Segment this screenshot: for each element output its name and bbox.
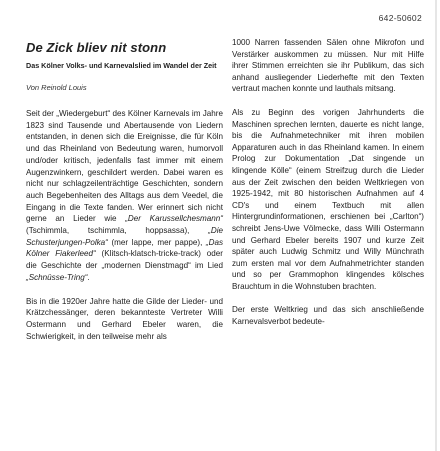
song-title-schusterjungen-polka: „Die Schusterjungen-Polka“	[26, 226, 223, 247]
text-run: .	[87, 272, 90, 282]
left-column	[26, 40, 223, 354]
paragraph-saele: 1000 Narren fassenden Sälen ohne Mikrofon und Verstärker auskommen zu müssen. Nur mit Hilfe ihrer Stimmen erreichten sie ihr Publikum, das sich anhand ausliegender Liederhefte mit den Texten vertraut machen konnte und lauthals mitsang.	[232, 38, 424, 94]
song-title-schnuesse-tring: „Schnüsse-Tring“	[26, 272, 88, 282]
right-column	[232, 37, 424, 340]
text-run: Seit der „Wiedergeburt“ des Kölner Karnevals im Jahre 1823 sind Tausende und Abertausende von Liedern entstanden, in denen sich die Ereignisse, die für Köln und das Rheinland von Bedeutung waren, humorvoll und/oder kritisch, jedenfalls fast immer mit einem Augenzwinkern, geschildert werden. Dabei waren es nicht nur schlagzeilenträchtige Geschichten, sondern auch Begebenheiten des Alltags aus dem Veedel, die Eingang in die Texte fanden. Wer erinnert sich nicht gerne an Lieder wie	[26, 109, 223, 224]
article-subtitle: Das Kölner Volks- und Karnevalslied im Wandel der Zeit	[26, 61, 217, 70]
article-author: Von Reinold Louis	[26, 83, 87, 92]
paragraph-intro	[26, 108, 223, 284]
text-run: (Tschimmla, tschimmla, hoppsassa),	[26, 226, 209, 236]
text-run: (Klitsch-klatsch-tricke-track) oder die Geschichte der „modernen Dienstmagd“ im Lied	[26, 249, 223, 271]
page-edge-divider	[435, 0, 437, 451]
catalog-number: 642-50602	[378, 13, 422, 23]
paragraph-maschinen: Als zu Beginn des vorigen Jahrhunderts die Maschinen sprechen lernten, dauerte es nicht lange, bis die Aufnahmetechniker mit ihren mobilen Apparaturen auch in das Rheinland kamen. In einem Prolog zur Dokumentation „Dat singende un klingende Kölle“ (einem Streifzug durch die Lieder aus der Zeit zwischen den beiden Weltkriegen von 1925-1942, mit 80 historischen Aufnahmen auf 4 CD's und einem Textbuch mit allen Hintergrundinformationen, erschienen bei „Carlton“) schreibt Jens-Uwe Völmecke, dass Willi Ostermann und Gerhard Ebeler bereits 1907 und kurze Zeit später auch Ludwig Schmitz und Willy Münchrath zum ersten mal vor dem Aufnahmetrichter standen und so per Grammophon klingendes kölsches Brauchtum in die Wohnstuben brachten.	[232, 107, 424, 291]
article-title: De Zick bliev nit stonn	[26, 40, 167, 55]
text-run: (mer lappe, mer pappe),	[107, 237, 206, 247]
song-title-fiakerleed: „Das Kölner Fiakerleed“	[26, 237, 223, 259]
song-title-karussellchesmann: „Der Karussellchesmann“	[125, 214, 223, 224]
paragraph-gilde: Bis in die 1920er Jahre hatte die Gilde der Lieder- und Krätzchessänger, deren bekannteste Vertreter Willi Ostermann und Gerhard Ebeler waren, die Schwierigkeit, in den teilweise mehr als	[26, 296, 223, 341]
paragraph-weltkrieg: Der erste Weltkrieg und das sich anschließende Karnevalsverbot bedeute-	[232, 305, 424, 327]
